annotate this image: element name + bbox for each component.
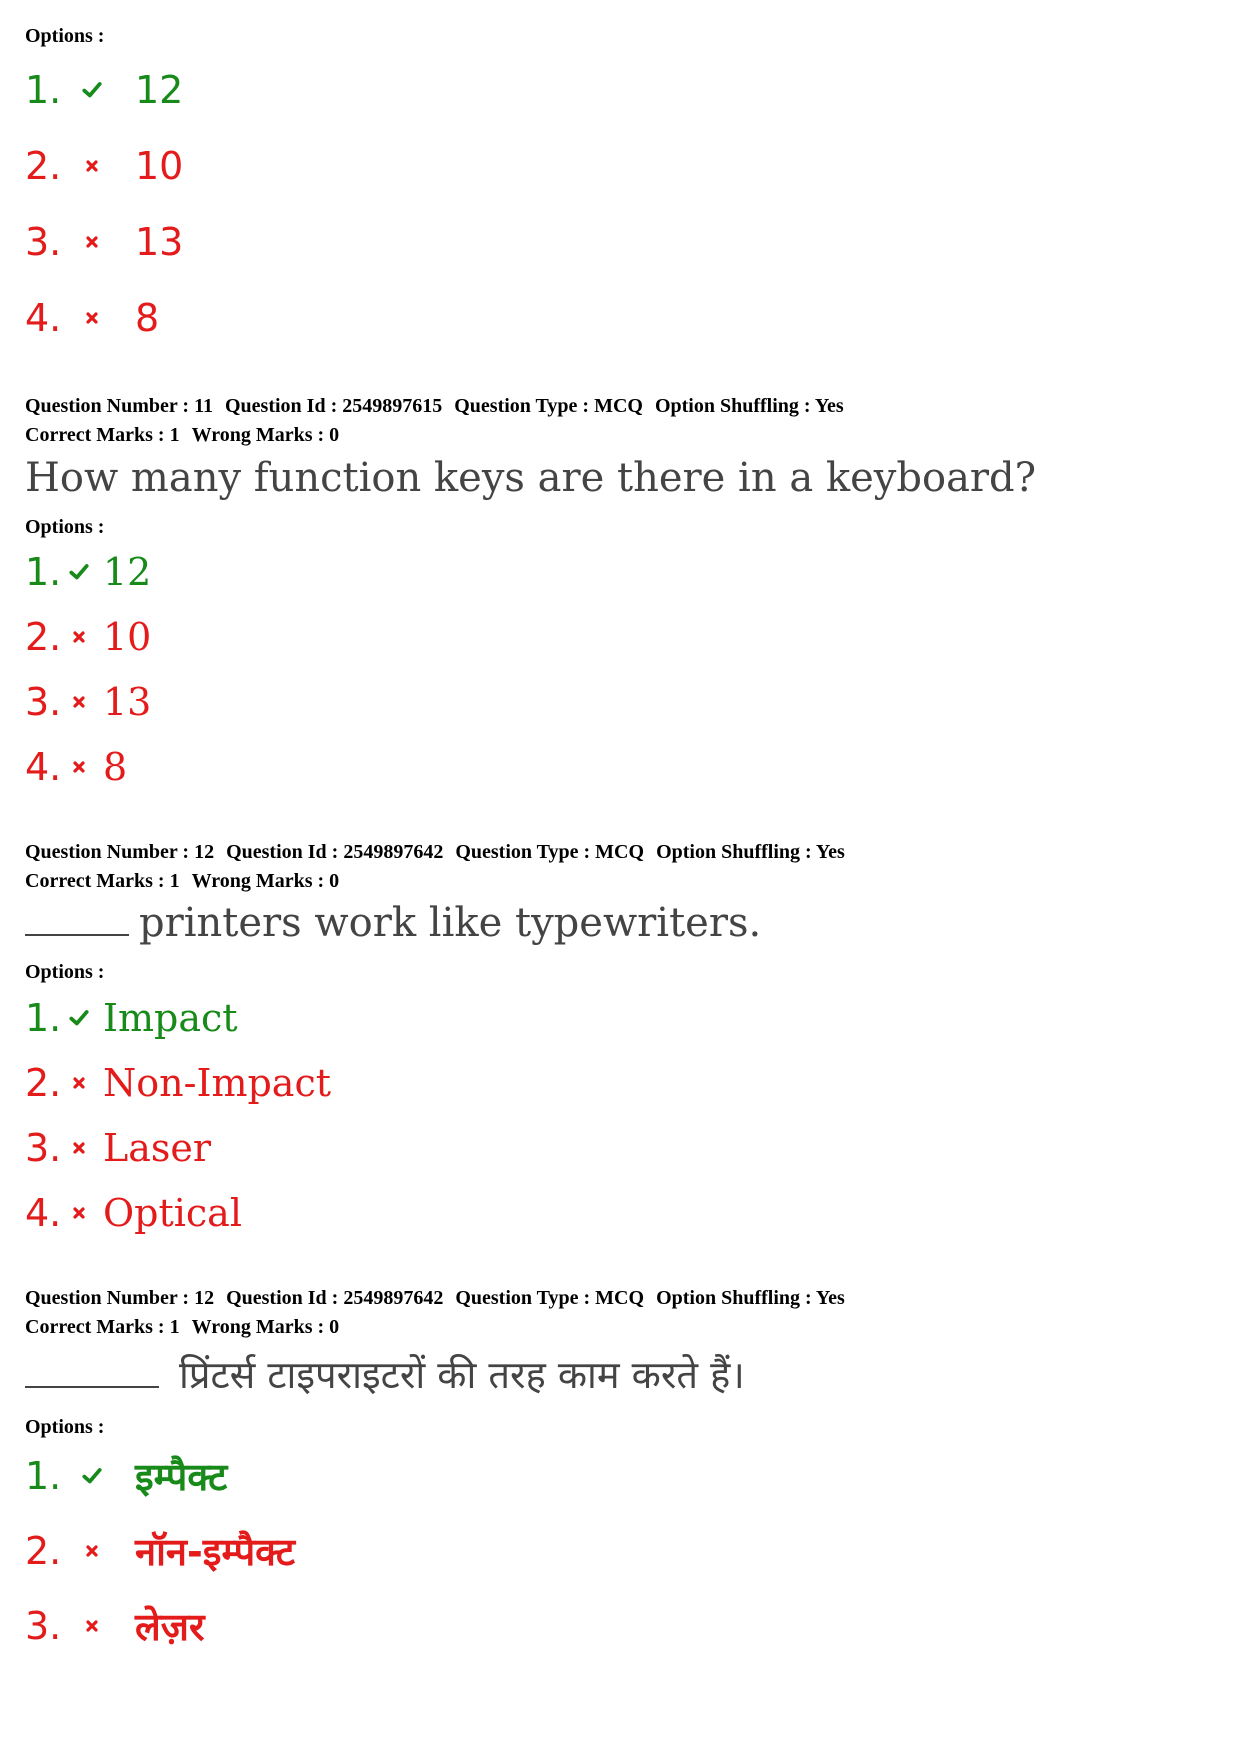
option-number: 2. [25,144,62,188]
options-label: Options : [25,25,105,47]
cross-icon [67,1205,91,1221]
option-item [25,546,151,598]
option-text: 10 [135,144,184,188]
option-text: लेज़र [135,1605,205,1649]
option-number: 3. [25,680,62,724]
meta-field: Wrong Marks : 0 [191,870,340,892]
cross-icon [77,1543,107,1559]
option-number: 2. [25,1061,62,1105]
meta-field: Option Shuffling : Yes [656,841,845,863]
option-item [25,1448,227,1504]
cross-icon [67,1140,91,1156]
option-number: 1. [25,996,62,1040]
meta-field: Correct Marks : 1 [25,1316,180,1338]
meta-field: Option Shuffling : Yes [656,1287,845,1309]
option-item [25,992,238,1044]
option-number: 4. [25,296,62,340]
option-text: 8 [135,296,160,340]
meta-field: Correct Marks : 1 [25,870,180,892]
fill-in-blank [25,1384,159,1388]
option-number: 1. [25,550,62,594]
meta-field: Wrong Marks : 0 [191,424,340,446]
option-item [25,290,159,346]
cross-icon [67,694,91,710]
meta-field: Question Type : MCQ [455,1287,645,1309]
cross-icon [77,234,107,250]
cross-icon [67,629,91,645]
option-item [25,741,127,793]
option-item [25,1057,331,1109]
option-number: 2. [25,1529,62,1573]
options-label: Options : [25,516,105,538]
meta-field: Question Number : 12 [25,1287,215,1309]
option-text: 12 [103,550,152,594]
meta-field: Wrong Marks : 0 [191,1316,340,1338]
question-text [25,898,761,948]
question-meta-line2 [25,1315,339,1339]
question-meta-line2 [25,423,339,447]
question-text [25,1350,745,1400]
cross-icon [67,759,91,775]
question-meta-line1 [25,394,844,418]
cross-icon [77,158,107,174]
check-icon [67,1007,91,1029]
option-item [25,1187,242,1239]
question-text: How many function keys are there in a keyboard? [25,455,1037,501]
meta-field: Question Type : MCQ [454,395,643,417]
meta-field: Correct Marks : 1 [25,424,180,446]
question-text-content: printers work like typewriters. [139,900,762,946]
option-number: 3. [25,1604,62,1648]
meta-field: Question Id : 2549897615 [224,395,443,417]
cross-icon [67,1075,91,1091]
option-text: इम्पैक्ट [135,1455,228,1499]
option-text: 10 [103,615,152,659]
cross-icon [77,1618,107,1634]
option-text: नॉन-इम्पैक्ट [135,1530,296,1574]
option-item [25,611,151,663]
option-number: 3. [25,220,62,264]
option-number: 4. [25,745,62,789]
meta-field: Question Number : 11 [25,395,213,417]
option-text: Impact [103,996,238,1040]
question-meta-line2 [25,869,339,893]
option-text: 12 [135,68,184,112]
check-icon [77,1465,107,1487]
cross-icon [77,310,107,326]
option-number: 4. [25,1191,62,1235]
question-meta-line1 [25,840,845,864]
check-icon [67,561,91,583]
option-item [25,1598,205,1654]
question-meta-line1 [25,1286,845,1310]
option-text: Non-Impact [103,1061,332,1105]
option-text: 13 [135,220,184,264]
meta-field: Question Type : MCQ [455,841,645,863]
check-icon [77,79,107,101]
meta-field: Option Shuffling : Yes [654,395,844,417]
option-text: Laser [103,1126,212,1170]
option-item [25,138,183,194]
option-number: 1. [25,68,62,112]
option-number: 2. [25,615,62,659]
option-item [25,676,151,728]
option-text: 8 [103,745,128,789]
option-text: Optical [103,1191,242,1235]
option-item [25,1122,211,1174]
meta-field: Question Id : 2549897642 [226,1287,444,1309]
question-text-content: प्रिंटर्स टाइपराइटरों की तरह काम करते हैं। [179,1353,745,1397]
option-item [25,1523,295,1579]
options-label: Options : [25,1416,105,1438]
option-text: 13 [103,680,152,724]
option-item [25,214,183,270]
option-number: 3. [25,1126,62,1170]
options-label: Options : [25,961,105,983]
fill-in-blank [25,932,129,936]
option-item [25,62,183,118]
meta-field: Question Id : 2549897642 [226,841,444,863]
meta-field: Question Number : 12 [25,841,215,863]
option-number: 1. [25,1454,62,1498]
